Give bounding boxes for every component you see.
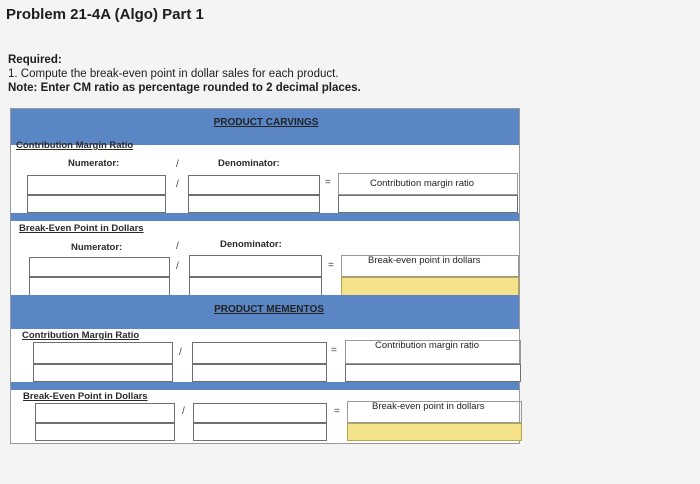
worksheet-table bbox=[10, 108, 520, 444]
mementos-title: PRODUCT MEMENTOS bbox=[214, 304, 324, 315]
mementos-be-divide: / bbox=[182, 406, 185, 417]
carvings-be-band bbox=[11, 213, 519, 221]
mementos-be-denominator-input[interactable] bbox=[193, 423, 327, 441]
mementos-be-section: Break-Even Point in Dollars bbox=[23, 391, 148, 402]
carvings-cm-denominator-select[interactable] bbox=[188, 175, 320, 195]
page-title: Problem 21-4A (Algo) Part 1 bbox=[6, 6, 204, 23]
carvings-cm-denominator-label: Denominator: bbox=[218, 158, 280, 169]
mementos-be-equals: = bbox=[334, 406, 340, 417]
carvings-cm-result-label: Contribution margin ratio bbox=[370, 178, 475, 189]
carvings-cm-numerator-select[interactable] bbox=[27, 175, 166, 195]
mementos-cm-band bbox=[11, 321, 519, 329]
carvings-title: PRODUCT CARVINGS bbox=[213, 117, 319, 128]
carvings-be-section: Break-Even Point in Dollars bbox=[19, 223, 144, 234]
mementos-be-numerator-select[interactable] bbox=[35, 403, 175, 423]
carvings-be-denominator-select[interactable] bbox=[189, 255, 322, 277]
mementos-cm-denominator-select[interactable] bbox=[192, 342, 327, 364]
carvings-be-denominator-label: Denominator: bbox=[220, 239, 282, 250]
mementos-be-band bbox=[11, 382, 519, 390]
mementos-cm-divide: / bbox=[179, 347, 182, 358]
carvings-cm-denominator-input[interactable] bbox=[188, 195, 320, 213]
carvings-be-numerator-label: Numerator: bbox=[71, 242, 123, 253]
carvings-be-dollars-input[interactable] bbox=[341, 277, 519, 297]
mementos-cm-result-label: Contribution margin ratio bbox=[375, 340, 480, 351]
mementos-cm-ratio-input[interactable] bbox=[345, 364, 521, 382]
mementos-cm-denominator-input[interactable] bbox=[192, 364, 327, 382]
mementos-be-result-label: Break-even point in dollars bbox=[372, 401, 485, 412]
required-label: Required: bbox=[8, 54, 62, 66]
mementos-be-dollars-input[interactable] bbox=[347, 423, 522, 441]
note-text: Note: Enter CM ratio as percentage rounded to 2 decimal places. bbox=[8, 82, 361, 94]
mementos-be-numerator-input[interactable] bbox=[35, 423, 175, 441]
instructions bbox=[8, 53, 361, 95]
carvings-be-denominator-input[interactable] bbox=[189, 277, 322, 297]
carvings-cm-equals: = bbox=[325, 177, 331, 188]
instruction-text: 1. Compute the break-even point in dollar sales for each product. bbox=[8, 68, 339, 80]
carvings-cm-numerator-label: Numerator: bbox=[68, 158, 120, 169]
carvings-cm-divide-label: / bbox=[176, 159, 179, 170]
mementos-cm-section: Contribution Margin Ratio bbox=[22, 330, 140, 341]
carvings-cm-divide: / bbox=[176, 179, 179, 190]
carvings-be-equals: = bbox=[328, 260, 334, 271]
carvings-be-numerator-input[interactable] bbox=[29, 277, 170, 297]
carvings-be-result-label: Break-even point in dollars bbox=[368, 255, 481, 266]
mementos-cm-equals: = bbox=[331, 345, 337, 356]
carvings-cm-ratio-input[interactable] bbox=[338, 195, 518, 213]
mementos-cm-numerator-input[interactable] bbox=[33, 364, 173, 382]
carvings-cm-section: Contribution Margin Ratio bbox=[16, 140, 134, 151]
carvings-be-divide: / bbox=[176, 261, 179, 272]
mementos-be-denominator-select[interactable] bbox=[193, 403, 327, 423]
mementos-cm-numerator-select[interactable] bbox=[33, 342, 173, 364]
carvings-cm-numerator-input[interactable] bbox=[27, 195, 166, 213]
carvings-be-divide-label: / bbox=[176, 241, 179, 252]
carvings-be-numerator-select[interactable] bbox=[29, 257, 170, 277]
